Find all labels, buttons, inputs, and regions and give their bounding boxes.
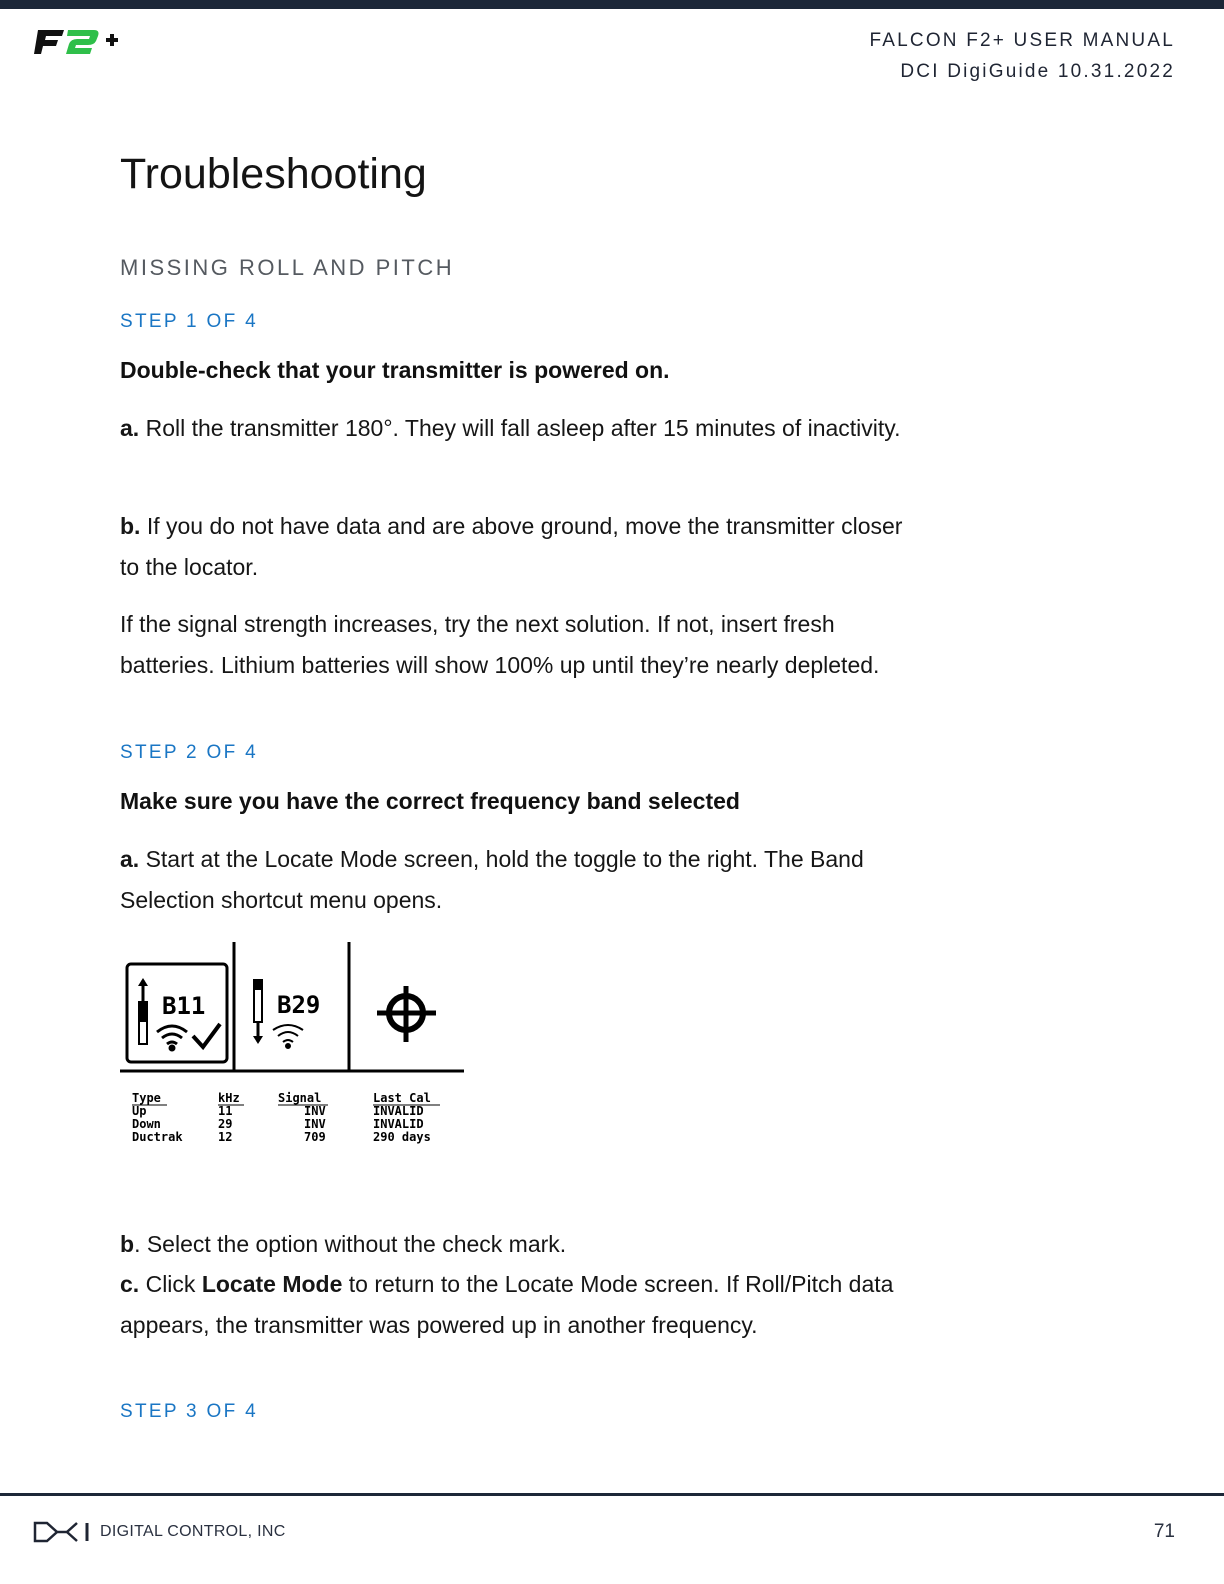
step-2-item-c: c. Click Locate Mode to return to the Locate Mode screen. If Roll/Pitch data appears, the transmitter was powered up in another frequency. (120, 1271, 894, 1338)
step-2-item-b: b. Select the option without the check mark. (120, 1231, 567, 1257)
step-1-label: STEP 1 OF 4 (120, 311, 258, 332)
table-cell: INVALID (373, 1104, 424, 1118)
table-cell: 709 (304, 1130, 326, 1144)
step-2-heading: Make sure you have the correct frequency band selected (120, 788, 740, 814)
table-cell: 29 (218, 1117, 233, 1131)
guide-version: DCI DigiGuide 10.31.2022 (900, 61, 1175, 82)
page-number: 71 (1153, 1521, 1175, 1542)
step-1-heading: Double-check that your transmitter is powered on. (120, 357, 670, 383)
table-cell: Up (132, 1104, 147, 1118)
document-header (870, 25, 1176, 87)
table-header: Signal (278, 1091, 322, 1105)
footer-divider (0, 1493, 1224, 1496)
signal-icon (273, 1025, 303, 1048)
step-2-item-a: a. Start at the Locate Mode screen, hold the toggle to the right. The Band Selection shortcut menu opens. (120, 846, 864, 913)
table-cell: INVALID (373, 1117, 424, 1131)
signal-icon (157, 1026, 187, 1050)
band-b11-option[interactable] (127, 964, 227, 1062)
band-b11-label: B11 (162, 992, 206, 1020)
band-selection-screen (120, 940, 466, 1150)
band-info-table (132, 1091, 440, 1144)
footer-company-name: DIGITAL CONTROL, INC (100, 1523, 286, 1540)
table-header: Type (132, 1091, 161, 1105)
table-cell: Down (132, 1117, 161, 1131)
locate-mode-target-icon[interactable] (377, 986, 436, 1042)
table-cell: 290 days (373, 1130, 431, 1144)
table-cell: 11 (218, 1104, 233, 1118)
step-1-item-b: b. If you do not have data and are above ground, move the transmitter closer to the locator. (120, 513, 903, 580)
manual-title: FALCON F2+ USER MANUAL (869, 30, 1175, 51)
checkmark-icon (193, 1024, 220, 1047)
dci-logo-icon (33, 1521, 91, 1543)
page-title: Troubleshooting (120, 150, 427, 198)
step-2-label: STEP 2 OF 4 (120, 742, 258, 763)
step-3-label: STEP 3 OF 4 (120, 1401, 258, 1422)
top-border-bar (0, 0, 1224, 9)
section-heading: MISSING ROLL AND PITCH (120, 255, 455, 280)
table-header: kHz (218, 1091, 240, 1105)
step-1-item-a: a. Roll the transmitter 180°. They will fall asleep after 15 minutes of inactivity. (120, 415, 901, 441)
up-arrow-icon (138, 978, 148, 1044)
step-1-note: If the signal strength increases, try the next solution. If not, insert fresh batteries. Lithium batteries will show 100% up until they’re nearly depleted. (120, 611, 880, 678)
table-cell: 12 (218, 1130, 233, 1144)
f2-plus-logo (34, 26, 124, 58)
down-arrow-icon (253, 980, 263, 1044)
table-cell: Ductrak (132, 1130, 183, 1144)
table-cell: INV (304, 1104, 326, 1118)
band-b29-label: B29 (277, 991, 321, 1019)
band-b29-option[interactable] (253, 980, 320, 1048)
table-header: Last Cal (373, 1091, 431, 1105)
table-cell: INV (304, 1117, 326, 1131)
